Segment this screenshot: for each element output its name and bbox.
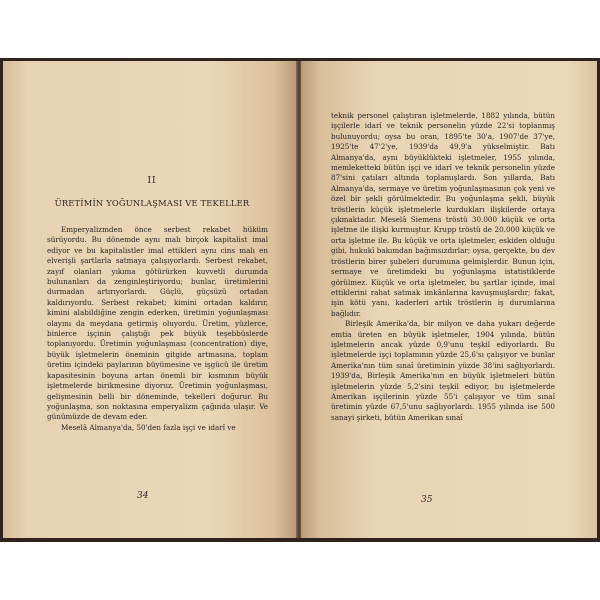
paragraph: teknik personel çalıştıran işletmelerde, 1882 yılında, bütün işçilerle idarî ve teknik personelin yüzde 22'si toplanmış bulunuyordu; oysa bu oran, 1895'te 30'a, 1907'de 37'ye, 1925'te 47'2'ye, 1939'da 49,9'a yükselmiştir. Batı Almanya'da, aynı büyüklükteki işletmeler, 1955 yılında, memleketteki bütün işçi ve idarî ve teknik personelin yüzde 87'sini çatıları altında toplamışlardı. Son yıllarda, Batı Almanya'da, sermaye ve üretim yoğunlaşmasının çok yeni ve özel bir şekli görülmektedir. Bu yoğunlaşma şekli, büyük tröstlerin küçük işletmelerle kurdukları ilişkilerde ortaya çıkmaktadır. Meselâ Siemens tröstü 30.000 küçük ve orta işletme ile ilişki kurmuştur. Krupp tröstü de 20.000 küçük ve orta işletme ile. Bu küçük ve orta işletmeler, eskiden olduğu gibi, hukukî bakımdan bağımsızdırlar; oysa, gerçekte, bu dev tröstlerin birer şubeleri durumuna gelmişlerdir. Bunun için, sermaye ve üretimdeki bu yoğunlaşma istatistiklerde görülmez. Küçük ve orta işletmeler, bu şartlar içinde, imal ettiklerini rahat satmak imkânlarına kavuşmuşlardır; fakat, işin kötü yanı, kaderleri artık tröstlerin iş durumlarına bağlıdır.	[331, 111, 555, 318]
paragraph: Birleşik Amerika'da, bir milyon ve daha yukarı değerde emtia üreten en büyük işletmeler, 1904 yılında, bütün işletmelerin ancak yüzde 0,9'unu teşkil ediyorlardı. Bu işletmelerde işçi toplamının yüzde 25,6'sı çalışıyor ve bunlar Amerika'nın tüm sınaî üretiminin yüzde 38'ini sağlıyorlardı. 1939'da, Birleşik Amerika'nın en büyük işletmeleri bütün işletmelerin yüzde 5,2'sini teşkil ediyor, bu işletmelerde Amerikan işçilerinin yüzde 55'i çalışıyor ve tüm sınaî üretimin yüzde 67,5'unu sağlıyorlardı. 1955 yılında ise 500 sanayi şirketi, bütün Amerikan sınaî	[331, 319, 555, 422]
chapter-number: II	[147, 176, 157, 186]
right-page-text	[331, 111, 555, 423]
paragraph: Meselâ Almanya'da, 50'den fazla işçi ve idarî ve	[61, 422, 236, 432]
left-page	[3, 61, 297, 538]
open-book	[0, 58, 600, 542]
left-page-text	[47, 225, 268, 433]
paragraph: Emperyalizmden önce serbest rekabet hüküm sürüyordu. Bu dönemde aynı malı birçok kapitalist imal ediyor ve bu kapitalistler imal ettikleri aynı cins malı en elverişli şartlarla satmaya çalışıyorlardı. Serbest rekabet, zayıf olanları yıkıma götürürken kuvvetli durumda bulunanları da zenginleştiriyordu; bunlar, üretimlerini durmadan artırıyorlardı. Güçlü, güçsüzü ortadan kaldırıyordu. Serbest rekabet; kimini ortadan kaldırır, kimini alabildiğine zengin ederken, üretimin yoğunlaşması olayını da meydana getirmiş oluyordu. Üretim, yüzlerce, binlerce işçinin çalıştığı pek büyük teşebbüslerde toplanıyordu. Üretimin yoğunlaşması (concentration) diye, büyük işletmelerin öneminin gitgide artmasına, toplam üretim içindeki paylarının büyümesine ve işgücü ile üretim kapasitesinin boyuna artan önemli bir kısmının büyük işletmelerde birikmesine diyoruz. Üretimin yoğunlaşması, gelişmesinin belli bir döneminde, tekelleri doğurur. Bu yoğunlaşma, son noktasına emperyalizm çağında ulaşır. Ve günümüzde de devam eder.	[47, 225, 268, 422]
chapter-title: ÜRETİMİN YOĞUNLAŞMASI VE TEKELLER	[54, 198, 250, 208]
page-number-left: 34	[137, 491, 149, 501]
right-page	[301, 61, 597, 538]
page-number-right: 35	[421, 495, 433, 505]
